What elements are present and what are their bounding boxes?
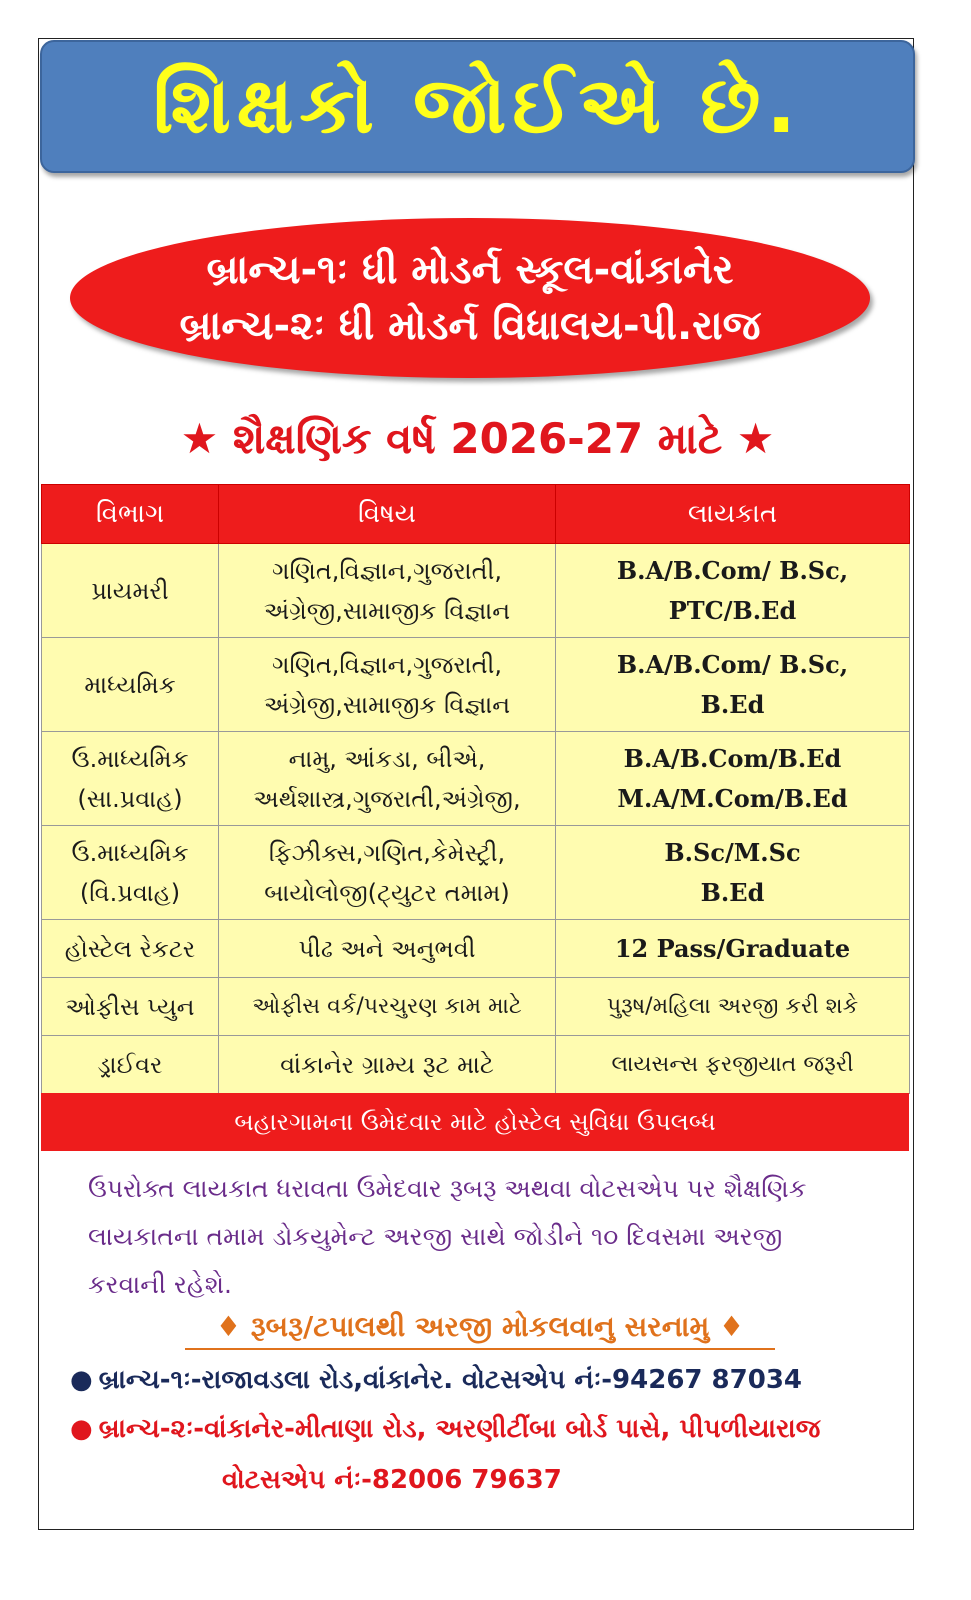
- branch-1-name: બ્રાન્ચ-૧ઃ ધી મોડર્ન સ્કૂલ-વાંકાનેર: [206, 247, 734, 293]
- department-cell: [42, 732, 219, 826]
- qualification-line: B.Ed: [700, 689, 765, 719]
- qualification-cell: [556, 826, 910, 920]
- branch-2-address: [70, 1414, 820, 1445]
- table-row: [42, 638, 910, 732]
- subject-cell: [219, 638, 556, 732]
- instruction-line: કરવાની રહેશે.: [88, 1270, 232, 1299]
- title-banner: [40, 40, 915, 173]
- subject-cell: [219, 826, 556, 920]
- qualification-cell: 12 Pass/Graduate: [556, 920, 910, 978]
- bullet-icon: ●: [70, 1365, 93, 1395]
- qualification-cell: [556, 732, 910, 826]
- branch-1-address: [70, 1365, 802, 1396]
- department-label: માધ્યમિક: [84, 670, 176, 699]
- department-cell: [42, 826, 219, 920]
- subject-cell: વાંકાનેર ગ્રામ્ય રૂટ માટે: [219, 1036, 556, 1094]
- qualification-line: B.A/B.Com/B.Ed: [623, 743, 842, 773]
- subject-cell: પીઢ અને અનુભવી: [219, 920, 556, 978]
- table-row: [42, 544, 910, 638]
- bullet-icon: ●: [70, 1414, 93, 1444]
- header-qualification: લાયકાત: [556, 485, 910, 544]
- table-row: [42, 732, 910, 826]
- table-row: [42, 826, 910, 920]
- subject-line: ફિઝીક્સ,ગણિત,કેમેસ્ટ્રી,: [268, 838, 506, 867]
- subject-line: અર્થશાસ્ત્ર,ગુજરાતી,અંગ્રેજી,: [253, 784, 521, 813]
- department-cell: ઓફીસ પ્યુન: [42, 978, 219, 1036]
- address-heading: ♦ રૂબરૂ/ટપાલથી અરજી મોકલવાનુ સરનામુ ♦: [185, 1310, 775, 1350]
- subject-line: અંગ્રેજી,સામાજીક વિજ્ઞાન: [263, 690, 511, 719]
- department-stream: (સા.પ્રવાહ): [77, 784, 183, 813]
- branch-2-phone: વોટસએપ નંઃ-82006 79637: [222, 1465, 562, 1495]
- branch-2-name: બ્રાન્ચ-૨ઃ ધી મોડર્ન વિધાલય-પી.રાજ: [179, 303, 761, 349]
- department-cell: ડ્રાઈવર: [42, 1036, 219, 1094]
- qualification-line: PTC/B.Ed: [668, 595, 797, 625]
- qualification-cell: લાયસન્સ ફરજીયાત જરૂરી: [556, 1036, 910, 1094]
- subject-line: બાયોલોજી(ટ્યુટર તમામ): [264, 878, 510, 907]
- subject-cell: [219, 544, 556, 638]
- qualification-line: B.A/B.Com/ B.Sc,: [616, 649, 849, 679]
- table-row: [42, 920, 910, 978]
- department-label: ઉ.માધ્યમિક: [71, 744, 189, 773]
- hostel-facility-text: બહારગામના ઉમેદવાર માટે હોસ્ટેલ સુવિધા ઉપલબ્ધ: [234, 1108, 716, 1136]
- qualification-line: B.A/B.Com/ B.Sc,: [616, 555, 849, 585]
- qualification-line: B.Ed: [700, 877, 765, 907]
- subject-line: ગણિત,વિજ્ઞાન,ગુજરાતી,: [271, 556, 503, 585]
- branch-1-address-text: બ્રાન્ચ-૧ઃ-રાજાવડલા રોડ,વાંકાનેર. વોટસએપ નંઃ-94267 87034: [98, 1365, 803, 1395]
- department-cell: [42, 544, 219, 638]
- header-subject: વિષય: [219, 485, 556, 544]
- qualification-cell: પુરૂષ/મહિલા અરજી કરી શકે: [556, 978, 910, 1036]
- poster-title: શિક્ષકો જોઈએ છે.: [153, 61, 802, 151]
- table-header-row: [42, 485, 910, 544]
- department-label: ઉ.માધ્યમિક: [71, 838, 189, 867]
- vacancy-table: [41, 484, 910, 1094]
- subject-line: અંગ્રેજી,સામાજીક વિજ્ઞાન: [263, 596, 511, 625]
- table-row: [42, 1036, 910, 1094]
- academic-year-heading: ★ શૈક્ષણિક વર્ષ 2026-27 માટે ★: [180, 414, 775, 463]
- subject-cell: ઓફીસ વર્ક/પરચુરણ કામ માટે: [219, 978, 556, 1036]
- header-department: વિભાગ: [42, 485, 219, 544]
- department-cell: હોસ્ટેલ રેકટર: [42, 920, 219, 978]
- instruction-line: લાયકાતના તમામ ડોકયુમેન્ટ અરજી સાથે જોડીને ૧૦ દિવસમા અરજી: [88, 1222, 783, 1251]
- qualification-line: B.Sc/M.Sc: [664, 837, 801, 867]
- department-stream: (વિ.પ્રવાહ): [79, 878, 181, 907]
- branch-2-address-text: બ્રાન્ચ-૨ઃ-વાંકાનેર-મીતાણા રોડ, અરણીટીંબા બોર્ડ પાસે, પીપળીયારાજ: [98, 1414, 821, 1444]
- department-cell: [42, 638, 219, 732]
- table-row: [42, 978, 910, 1036]
- application-instructions: [88, 1165, 878, 1309]
- subject-cell: [219, 732, 556, 826]
- subject-line: નામુ, આંકડા, બીએ,: [288, 744, 486, 773]
- hostel-facility-banner: [41, 1093, 909, 1151]
- subject-line: ગણિત,વિજ્ઞાન,ગુજરાતી,: [271, 650, 503, 679]
- department-label: પ્રાયમરી: [91, 576, 169, 605]
- branch-oval: [70, 218, 870, 378]
- qualification-line: M.A/M.Com/B.Ed: [617, 783, 848, 813]
- qualification-cell: [556, 638, 910, 732]
- qualification-cell: [556, 544, 910, 638]
- instruction-line: ઉપરોક્ત લાયકાત ધરાવતા ઉમેદવાર રૂબરૂ અથવા વોટસએપ પર શૈક્ષણિક: [88, 1174, 807, 1203]
